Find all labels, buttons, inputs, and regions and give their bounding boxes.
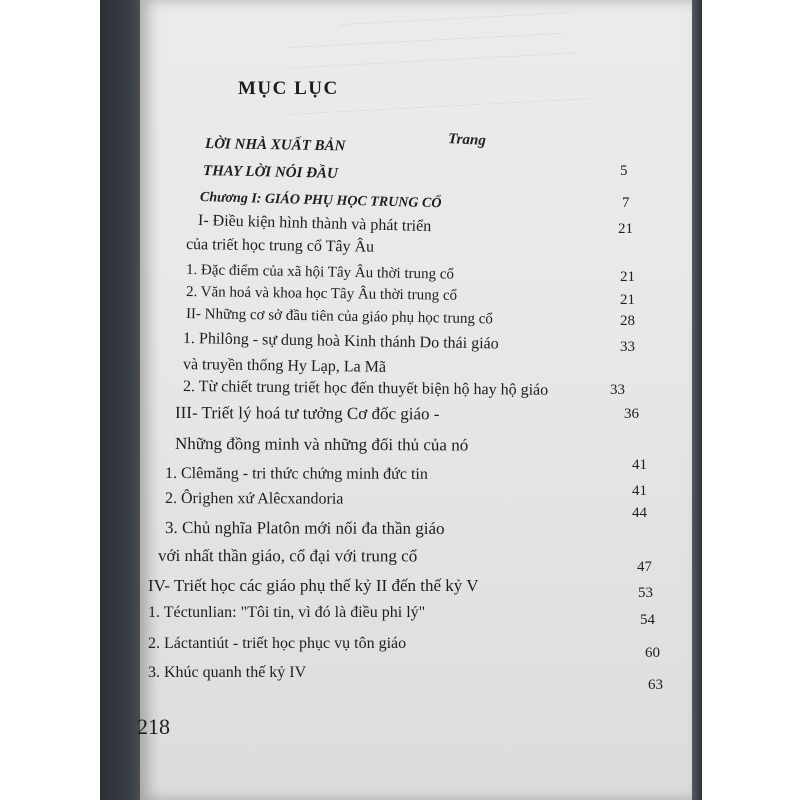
toc-entry-title: 2. Láctantiút - triết học phục vụ tôn giáo [148, 635, 407, 652]
toc-entry-title: 1. Clêmăng - tri thức chứng minh đức tin [164, 465, 428, 483]
toc-entry-page: 33 [610, 382, 625, 398]
toc-entry-page: 54 [640, 612, 655, 628]
toc-entry-title: 2. Ôrighen xứ Alêcxandoria [164, 490, 344, 508]
bleed-through-text: — — — — — — — — — — — — — — — — — — — — — [289, 46, 577, 74]
toc-entry-title: LỜI NHÀ XUẤT BẢN [204, 136, 346, 155]
toc-entry-page: 21 [620, 269, 635, 285]
column-header-page: Trang [447, 131, 487, 149]
toc-entry-page: 44 [632, 505, 647, 521]
bleed-through-text: — — — — — — — — — — — — — — — — — — — — [289, 26, 563, 54]
toc-entry-title: II- Những cơ sở đầu tiên của giáo phụ học trung cổ [185, 306, 493, 328]
toc-entry-title: 1. Đặc điểm của xã hội Tây Âu thời trung cổ [185, 262, 455, 283]
page-title: MỤC LỤC [238, 78, 339, 99]
toc-entry-page: 60 [645, 645, 660, 661]
toc-entry-page: 41 [632, 483, 647, 499]
toc-entry-page: 5 [620, 163, 628, 179]
toc-entry-title: 3. Chủ nghĩa Platôn mới nối đa thần giáo [164, 518, 445, 538]
toc-entry-page: 33 [620, 339, 635, 355]
toc-entry-title: 2. Văn hoá và khoa học Tây Âu thời trung cổ [185, 284, 458, 304]
toc-entry-page: 53 [638, 585, 653, 601]
toc-entry-title: và truyền thống Hy Lạp, La Mã [182, 356, 387, 376]
toc-entry-title: 1. Philông - sự dung hoà Kinh thánh Do thái giáo [182, 330, 499, 353]
toc-entry-page: 21 [620, 292, 635, 308]
toc-entry-title: Chương I: GIÁO PHỤ HỌC TRUNG CỔ [199, 190, 442, 212]
toc-entry-page: 21 [618, 221, 633, 237]
toc-entry-page: 63 [648, 677, 663, 693]
toc-entry-title: 3. Khúc quanh thế kỷ IV [148, 664, 307, 681]
toc-entry-page: 41 [632, 457, 647, 473]
toc-entry-title: 1. Téctunlian: "Tôi tin, vì đó là điều phi lý" [148, 604, 426, 621]
toc-entry-title: với nhất thần giáo, cổ đại với trung cổ [157, 546, 418, 566]
toc-entry-title: III- Triết lý hoá tư tưởng Cơ đốc giáo - [174, 403, 440, 424]
toc-entry-title: của triết học trung cổ Tây Âu [185, 236, 375, 256]
toc-entry-title: 2. Từ chiết trung triết học đến thuyết biện hộ hay hộ giáo [182, 378, 549, 399]
toc-entry-page: 36 [624, 406, 639, 422]
toc-entry-title: IV- Triết học các giáo phụ thế kỷ II đến thế kỷ V [148, 576, 479, 595]
page-number: 218 [137, 714, 170, 739]
toc-entry-page: 28 [620, 313, 635, 329]
toc-entry-page: 7 [622, 195, 630, 211]
toc-entry-title: Những đồng minh và những đối thủ của nó [174, 434, 469, 455]
toc-entry-page: 47 [637, 559, 652, 575]
bleed-through-text: — — — — — — — — — — — — — — — — — — — — — — [289, 92, 590, 120]
toc-entry-title: I- Điều kiện hình thành và phát triển [197, 212, 432, 236]
toc-entry-title: THAY LỜI NÓI ĐẦU [202, 163, 339, 182]
bleed-through-text: — — — — — — — — — — — — — — — — — [339, 5, 572, 31]
